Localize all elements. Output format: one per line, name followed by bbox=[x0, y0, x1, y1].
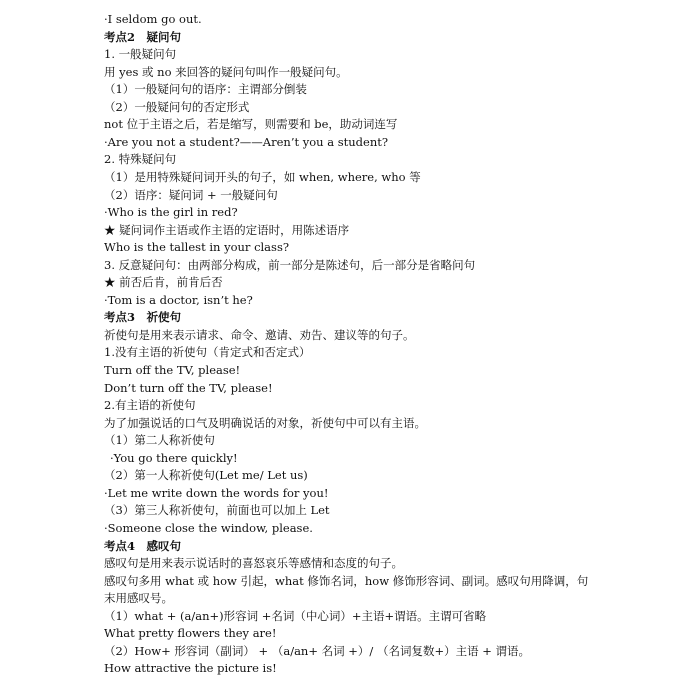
text-line: Turn off the TV, please! bbox=[104, 363, 241, 377]
section-heading: 考点4 感叹句 bbox=[104, 538, 182, 553]
text-line: Who is the tallest in your class? bbox=[104, 240, 290, 255]
text-line: What pretty flowers they are! bbox=[104, 626, 277, 641]
text-line: （1）是用特殊疑问词开头的句子，如 when, where, who 等 bbox=[104, 170, 421, 184]
text-line: Don’t turn off the TV, please! bbox=[104, 380, 273, 395]
text-line: ·Tom is a doctor, isn’t he? bbox=[104, 292, 253, 307]
section-heading: 考点3 祈使句 bbox=[104, 310, 182, 325]
text-line: 感叹句是用来表示说话时的喜怒哀乐等感情和态度的句子。 bbox=[104, 556, 403, 571]
text-line: （1）第二人称祈使句 bbox=[104, 433, 215, 448]
text-line: ·I seldom go out. bbox=[104, 12, 202, 26]
text-line: 祈使句是用来表示请求、命令、邀请、劝告、建议等的句子。 bbox=[104, 327, 415, 342]
text-line: 1.没有主语的祈使句（肯定式和否定式） bbox=[104, 345, 311, 360]
text-line: ·Are you not a student?——Aren’t you a student? bbox=[104, 134, 389, 149]
text-line: （2）一般疑问句的否定形式 bbox=[104, 99, 250, 114]
text-line: （2）第一人称祈使句(Let me/ Let us) bbox=[104, 468, 308, 483]
text-line: 感叹句多用 what 或 how 引起，what 修饰名词，how 修饰形容词、副词。感叹句用降调，句 bbox=[104, 573, 589, 588]
text-line: ·You go there quickly! bbox=[110, 450, 238, 465]
text-line: 2.有主语的祈使句 bbox=[104, 398, 196, 413]
text-line: ·Who is the girl in red? bbox=[104, 205, 238, 220]
section-heading: 考点2 疑问句 bbox=[104, 29, 182, 44]
text-line: ·Someone close the window, please. bbox=[104, 521, 313, 535]
text-line: （2）How+ 形容词（副词） + （a/an+ 名词 +）/ （名词复数+）主语 + 谓语。 bbox=[104, 643, 531, 658]
text-line: 1. 一般疑问句 bbox=[104, 47, 177, 62]
text-line: ★ 疑问词作主语或作主语的定语时，用陈述语序 bbox=[104, 222, 350, 237]
text-line: not 位于主语之后，若是缩写，则需要和 be，助动词连写 bbox=[104, 117, 398, 132]
text-line: 用 yes 或 no 来回答的疑问句叫作一般疑问句。 bbox=[104, 64, 348, 79]
text-line: 3. 反意疑问句：由两部分构成，前一部分是陈述句，后一部分是省略问句 bbox=[104, 257, 476, 272]
text-line: （1）what + (a/an+)形容词 +名词（中心词）+主语+谓语。主谓可省略 bbox=[104, 608, 487, 623]
text-line: 2. 特殊疑问句 bbox=[104, 152, 177, 167]
text-line: ·Let me write down the words for you! bbox=[104, 485, 329, 500]
text-line: ★ 前否后肯，前肯后否 bbox=[104, 275, 223, 290]
text-line: How attractive the picture is! bbox=[104, 661, 277, 676]
text-line: （3）第三人称祈使句，前面也可以加上 Let bbox=[104, 503, 330, 518]
text-line: （1）一般疑问句的语序：主谓部分倒装 bbox=[104, 82, 307, 97]
text-line: 末用感叹号。 bbox=[104, 591, 173, 606]
text-line: （2）语序：疑问词 + 一般疑问句 bbox=[104, 187, 278, 202]
text-line: 为了加强说话的口气及明确说话的对象，祈使句中可以有主语。 bbox=[104, 415, 426, 430]
